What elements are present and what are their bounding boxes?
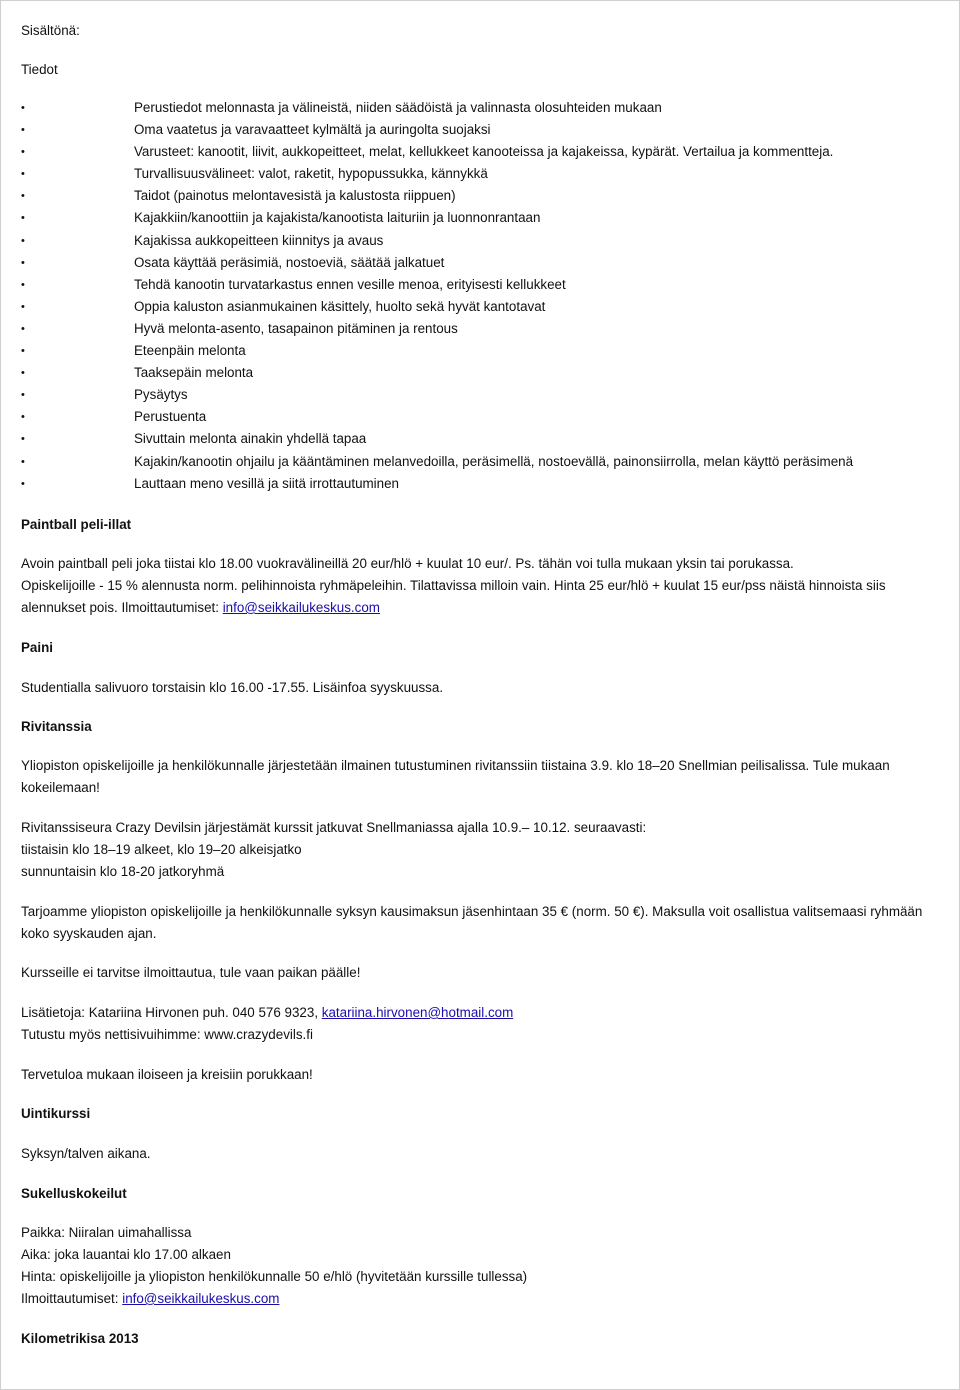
bullet-icon: • xyxy=(21,190,25,203)
list-item xyxy=(1,207,960,229)
bullet-icon: • xyxy=(21,256,25,269)
list-item xyxy=(1,428,960,450)
bullet-icon: • xyxy=(21,389,25,402)
bullet-icon: • xyxy=(21,367,25,380)
list-item xyxy=(1,119,960,141)
sukellus-signup xyxy=(21,1290,939,1308)
list-item-text: Oma vaatetus ja varavaatteet kylmältä ja auringolta suojaksi xyxy=(134,122,491,138)
list-item-text: Kajakissa aukkopeitteen kiinnitys ja avaus xyxy=(134,232,384,248)
paintball-heading: Paintball peli-illat xyxy=(21,517,132,532)
bullet-icon: • xyxy=(21,411,25,424)
paintball-email-link[interactable]: info@seikkailukeskus.com xyxy=(222,600,380,615)
bullet-icon: • xyxy=(21,345,25,358)
list-item-text: Sivuttain melonta ainakin yhdellä tapaa xyxy=(134,431,367,447)
sukellus-place: Paikka: Niiralan uimahallissa xyxy=(21,1225,192,1240)
list-item xyxy=(1,296,960,318)
sukellus-email-link[interactable]: info@seikkailukeskus.com xyxy=(122,1291,280,1306)
bullet-icon: • xyxy=(21,146,25,159)
list-item-text: Osata käyttää peräsimiä, nostoeviä, säätää jalkatuet xyxy=(134,254,445,270)
list-item-text: Varusteet: kanootit, liivit, aukkopeitteet, melat, kellukkeet kanooteissa ja kajakeissa, kypärät. Vertailua ja kommentteja. xyxy=(134,144,834,160)
sukellus-time: Aika: joka lauantai klo 17.00 alkaen xyxy=(21,1247,231,1262)
rivitanssia-intro: Yliopiston opiskelijoille ja henkilökunnalle järjestetään ilmainen tutustuminen rivitanssiin tiistaina 3.9. klo 18–20 Snellmian peilisalissa. Tule mukaan kokeilemaan! xyxy=(21,758,890,795)
bullet-icon: • xyxy=(21,212,25,225)
list-item xyxy=(1,318,960,340)
sukellus-heading: Sukelluskokeilut xyxy=(21,1186,127,1201)
info-heading: Tiedot xyxy=(21,62,58,77)
bullet-icon: • xyxy=(21,477,25,490)
bullet-icon: • xyxy=(21,124,25,137)
bullet-icon: • xyxy=(21,234,25,247)
list-item xyxy=(1,252,960,274)
list-item xyxy=(1,230,960,252)
bullet-icon: • xyxy=(21,102,25,114)
list-item xyxy=(1,340,960,362)
list-item-text: Taaksepäin melonta xyxy=(134,365,254,381)
rivitanssia-no-signup: Kursseille ei tarvitse ilmoittautua, tule vaan paikan päälle! xyxy=(21,965,361,980)
rivitanssia-contact xyxy=(21,1004,939,1022)
list-item xyxy=(1,97,960,119)
list-item xyxy=(1,451,960,473)
list-item xyxy=(1,362,960,384)
rivitanssia-email-link[interactable]: katariina.hirvonen@hotmail.com xyxy=(321,1005,514,1020)
bullet-icon: • xyxy=(21,322,25,335)
sukellus-price: Hinta: opiskelijoille ja yliopiston henkilökunnalle 50 e/hlö (hyvitetään kurssille tullessa) xyxy=(21,1269,528,1284)
list-item xyxy=(1,141,960,163)
rivitanssia-welcome: Tervetuloa mukaan iloiseen ja kreisiin porukkaan! xyxy=(21,1067,313,1082)
rivitanssia-website: Tutustu myös nettisivuihimme: www.crazydevils.fi xyxy=(21,1027,313,1042)
list-item-text: Tehdä kanootin turvatarkastus ennen vesille menoa, erityisesti kellukkeet xyxy=(134,276,566,292)
bullet-icon: • xyxy=(21,300,25,313)
info-bullet-list xyxy=(1,97,960,495)
paintball-discount-text: Opiskelijoille - 15 % alennusta norm. pelihinnoista ryhmäpeleihin. Tilattavissa milloin vain. Hinta 25 eur/hlö + kuulat 15 eur/pss näistä hinnoista siis alennukset pois. Ilmoittautumiset: xyxy=(21,578,886,615)
bullet-icon: • xyxy=(21,278,25,291)
list-item-text: Perustiedot melonnasta ja välineistä, niiden säädöistä ja valinnasta olosuhteiden mukaan xyxy=(134,100,662,115)
list-item-text: Perustuenta xyxy=(134,409,207,425)
list-item xyxy=(1,406,960,428)
paintball-discount-paragraph xyxy=(21,575,941,619)
bullet-icon: • xyxy=(21,168,25,181)
list-item-text: Taidot (painotus melontavesistä ja kalustosta riippuen) xyxy=(134,188,456,204)
paini-text: Studentialla salivuoro torstaisin klo 16.00 -17.55. Lisäinfoa syyskuussa. xyxy=(21,680,444,695)
uintikurssi-heading: Uintikurssi xyxy=(21,1106,91,1121)
list-item-text: Oppia kaluston asianmukainen käsittely, huolto sekä hyvät kantotavat xyxy=(134,298,546,314)
rivitanssia-heading: Rivitanssia xyxy=(21,719,92,734)
rivitanssia-tuesday: tiistaisin klo 18–19 alkeet, klo 19–20 alkeisjatko xyxy=(21,842,302,857)
sukellus-signup-text: Ilmoittautumiset: xyxy=(21,1291,123,1306)
rivitanssia-sunday: sunnuntaisin klo 18-20 jatkoryhmä xyxy=(21,864,225,879)
bullet-icon: • xyxy=(21,455,25,468)
list-item-text: Pysäytys xyxy=(134,387,188,403)
list-item xyxy=(1,274,960,296)
list-item xyxy=(1,473,960,495)
paintball-text: Avoin paintball peli joka tiistai klo 18.00 vuokravälineillä 20 eur/hlö + kuulat 10 eur/. Ps. tähän voi tulla mukaan yksin tai porukassa. xyxy=(21,556,794,571)
list-item-text: Kajakin/kanootin ohjailu ja kääntäminen melanvedoilla, peräsimellä, nostoevällä, painonsiirrolla, melan käyttö peräsimenä xyxy=(134,453,854,469)
contents-label: Sisältönä: xyxy=(21,23,80,38)
list-item-text: Eteenpäin melonta xyxy=(134,343,246,359)
list-item xyxy=(1,185,960,207)
list-item xyxy=(1,384,960,406)
uintikurssi-text: Syksyn/talven aikana. xyxy=(21,1146,151,1161)
list-item xyxy=(1,163,960,185)
list-item-text: Kajakkiin/kanoottiin ja kajakista/kanootista laituriin ja luonnonrantaan xyxy=(134,210,541,226)
kilometrikisa-heading: Kilometrikisa 2013 xyxy=(21,1331,139,1346)
list-item-text: Turvallisuusvälineet: valot, raketit, hypopussukka, kännykkä xyxy=(134,166,488,182)
list-item-text: Lauttaan meno vesillä ja siitä irrottautuminen xyxy=(134,475,399,491)
paini-heading: Paini xyxy=(21,640,53,655)
list-item-text: Hyvä melonta-asento, tasapainon pitäminen ja rentous xyxy=(134,320,458,336)
rivitanssia-courses: Rivitanssiseura Crazy Devilsin järjestämät kurssit jatkuvat Snellmaniassa ajalla 10.9.– 10.12. seuraavasti: xyxy=(21,820,647,835)
rivitanssia-contact-text: Lisätietoja: Katariina Hirvonen puh. 040 576 9323, xyxy=(21,1005,322,1020)
rivitanssia-fee: Tarjoamme yliopiston opiskelijoille ja henkilökunnalle syksyn kausimaksun jäsenhintaan 35 € (norm. 50 €). Maksulla voit osallistua valitsemaasi ryhmään koko syyskauden ajan. xyxy=(21,904,923,941)
bullet-icon: • xyxy=(21,433,25,446)
